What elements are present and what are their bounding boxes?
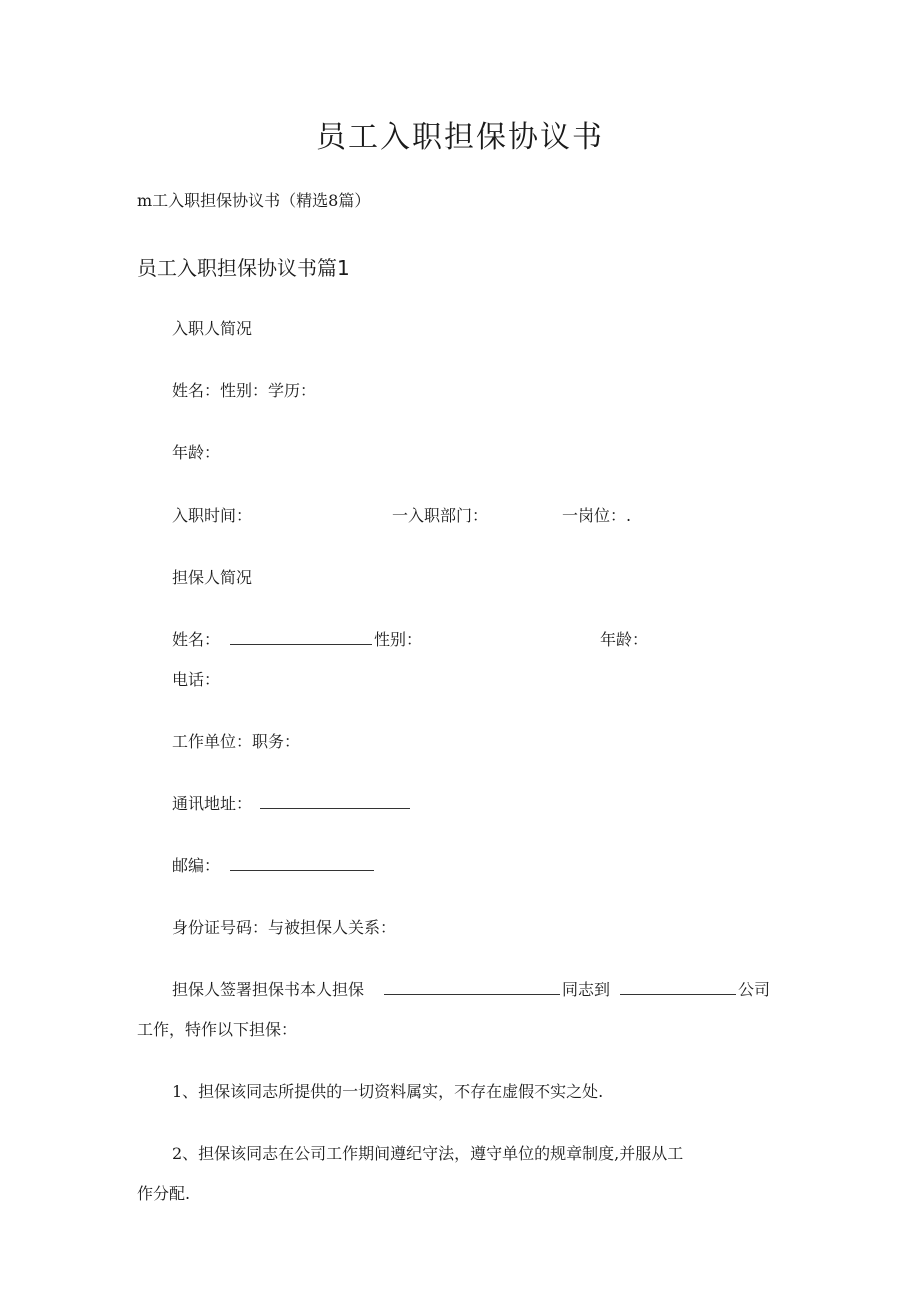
guarantor-phone: 电话：: [172, 670, 221, 689]
guarantee-item-2-line2: 作分配.: [137, 1184, 191, 1203]
guarantee-item-1: 1、担保该同志所提供的一切资料属实，不存在虚假不实之处.: [172, 1082, 604, 1101]
signing-text-c: 公司: [738, 980, 771, 999]
entry-department: 一入职部门：: [392, 506, 489, 525]
guarantor-name-blank: [230, 630, 372, 645]
guarantor-zip-blank: [230, 856, 374, 871]
signing-text-d: 工作，特作以下担保：: [137, 1020, 298, 1039]
guarantor-id-relation: 身份证号码：与被担保人关系：: [172, 918, 397, 937]
entry-position: 一岗位：.: [562, 506, 632, 525]
guarantor-section-label: 担保人简况: [172, 568, 253, 587]
guarantee-item-2-line1: 2、担保该同志在公司工作期间遵纪守法，遵守单位的规章制度,并服从工: [172, 1144, 684, 1163]
guarantor-address-blank: [260, 794, 410, 809]
guarantor-work-unit: 工作单位：职务：: [172, 732, 301, 751]
entry-time: 入职时间：: [172, 506, 253, 525]
signing-text-b: 同志到: [562, 980, 611, 999]
guarantor-gender: 性别：: [374, 630, 423, 649]
signing-text-a: 担保人签署担保书本人担保: [172, 980, 365, 999]
guarantor-address: 通讯地址：: [172, 794, 253, 813]
company-blank: [620, 980, 736, 995]
entrant-name-gender-education: 姓名：性别：学历：: [172, 381, 317, 400]
guarantor-name: 姓名：: [172, 630, 221, 649]
document-subtitle: m工入职担保协议书（精选8篇）: [137, 191, 371, 210]
guarantor-age: 年龄：: [600, 630, 649, 649]
entrant-section-label: 入职人简况: [172, 319, 253, 338]
document-title: 员工入职担保协议书: [316, 120, 604, 155]
section-heading: 员工入职担保协议书篇1: [137, 256, 350, 280]
guaranteed-person-blank: [384, 980, 560, 995]
entrant-age: 年龄：: [172, 443, 221, 462]
guarantor-zip: 邮编：: [172, 856, 221, 875]
